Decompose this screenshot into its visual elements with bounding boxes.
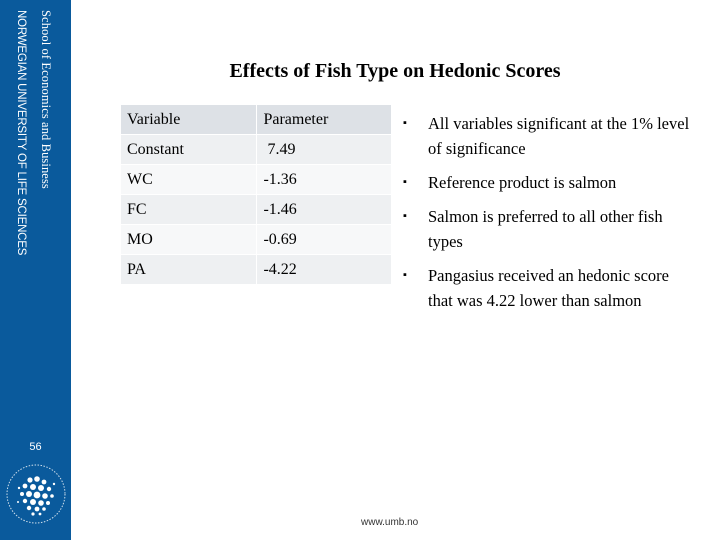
table-row (121, 225, 391, 255)
table-row (121, 165, 391, 195)
bullet-text: Reference product is salmon (428, 173, 617, 192)
table-cell-parameter: 7.49 (256, 135, 391, 165)
table-cell-parameter: -1.36 (256, 165, 391, 195)
parameter-table (121, 105, 391, 285)
square-bullet-icon: ▪ (403, 176, 407, 188)
university-name: NORWEGIAN UNIVERSITY OF LIFE SCIENCES (15, 10, 27, 256)
list-item (400, 170, 690, 195)
table-row (121, 255, 391, 285)
table-cell-parameter: -1.46 (256, 195, 391, 225)
square-bullet-icon: ▪ (403, 269, 407, 281)
footer-url: www.umb.no (361, 517, 419, 528)
table-row (121, 195, 391, 225)
bullet-text: Salmon is preferred to all other fish types (428, 207, 663, 251)
table-cell-variable: FC (121, 195, 256, 225)
table-cell-parameter: -4.22 (256, 255, 391, 285)
university-seal-icon (4, 458, 68, 534)
page-number: 56 (29, 441, 42, 453)
table-cell-variable: MO (121, 225, 256, 255)
column-header-parameter: Parameter (256, 105, 391, 135)
square-bullet-icon: ▪ (403, 117, 407, 129)
table-header-row (121, 105, 391, 135)
school-name: School of Economics and Business (39, 10, 53, 189)
table-cell-variable: PA (121, 255, 256, 285)
table-row (121, 135, 391, 165)
square-bullet-icon: ▪ (403, 210, 407, 222)
table-cell-variable: WC (121, 165, 256, 195)
sidebar (0, 0, 71, 540)
list-item (400, 204, 690, 254)
column-header-variable: Variable (121, 105, 256, 135)
slide-title: Effects of Fish Type on Hedonic Scores (229, 60, 561, 82)
table-cell-variable: Constant (121, 135, 256, 165)
bullet-list (400, 111, 690, 322)
list-item (400, 263, 690, 313)
bullet-text: All variables significant at the 1% level of significance (428, 114, 690, 158)
bullet-text: Pangasius received an hedonic score that was 4.22 lower than salmon (428, 266, 669, 310)
table-cell-parameter: -0.69 (256, 225, 391, 255)
list-item (400, 111, 690, 161)
